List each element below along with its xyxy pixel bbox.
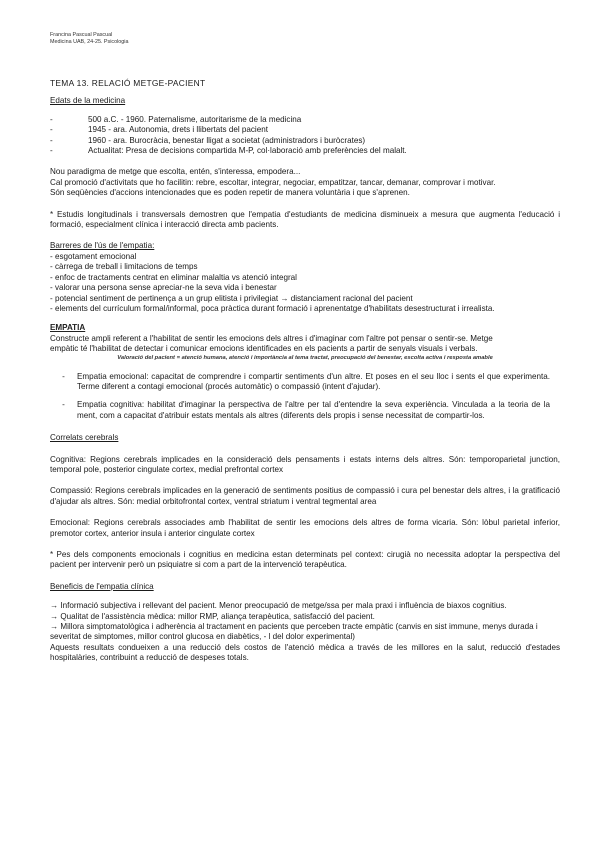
list-item xyxy=(50,115,560,125)
document-page xyxy=(50,32,560,664)
list-item: - valorar una persona sense apreciar-ne la seva vida i benestar xyxy=(50,283,277,293)
empatia-heading: EMPATIA xyxy=(50,323,86,333)
empatia-definition xyxy=(50,334,560,355)
list-item: - elements del currículum formal/informal, poca pràctica durant formació i aprenentatge d'habilitats desestructurat i irrealista. xyxy=(50,303,495,313)
course-info: Medicina UAB, 24-25. Psicologia xyxy=(50,39,129,45)
empatia-line: empàtic té l'habilitat de detectar i comunicar emocions identificades en els pacients a partir de senyals visuals i verbals. xyxy=(50,344,478,354)
list-item-text: 1945 - ara. Autonomia, drets i llibertats del pacient xyxy=(88,125,268,135)
list-dash: - xyxy=(50,135,53,145)
list-item: - potencial sentiment de pertinença a un grup elitista i privilegiat → distanciament racional del pacient xyxy=(50,293,413,303)
list-item: - enfoc de tractaments centrat en eliminar malaltia vs atenció integral xyxy=(50,272,297,282)
beneficis-conclusion: Aquests resultats condueixen a una reducció dels costos de l'atenció mèdica a través de les millores en la salut, reducció d'estades hospitalàries, contribuint a reducció de despeses totals. xyxy=(50,642,560,663)
paradigma-paragraph xyxy=(50,167,560,198)
beneficis-list xyxy=(50,601,560,663)
list-dash: - xyxy=(50,146,53,156)
list-item xyxy=(50,146,560,156)
page-header xyxy=(50,32,560,46)
list-item: → Informació subjectiva i rellevant del pacient. Menor preocupació de metge/ssa per mala praxi i influència de biaxos cognitius. xyxy=(50,601,507,611)
list-item: → Millora simptomatològica i adherència al tractament en pacients que perceben tracte empàtic (canvis en sist immune, menys durada i severitat de simptomes, millor control glucosa en diabètics, - l del dolor experimental) xyxy=(50,622,538,642)
list-item-text: Actualitat: Presa de decisions compartida M-P, col·laboració amb preferències del malalt. xyxy=(88,146,407,156)
edats-heading: Edats de la medicina xyxy=(50,96,126,106)
paradigma-line: Nou paradigma de metge que escolta, entén, s'interessa, empodera... xyxy=(50,167,301,177)
list-item xyxy=(50,400,560,421)
barreres-heading: Barreres de l'ús de l'empatia: xyxy=(50,241,155,251)
paradigma-line: Són seqüències d'accions intencionades que es poden repetir de manera voluntària i que s'aprenen. xyxy=(50,188,410,198)
beneficis-heading: Beneficis de l'empatia clínica xyxy=(50,581,154,591)
list-item: - esgotament emocional xyxy=(50,251,137,261)
correlat-compassio: Compassió: Regions cerebrals implicades en la generació de sentiments positius de compassió i cura pel benestar dels altres, i la gratificació d'ajudar als altres. Són: medial orbitofrontal cortex, ventral striatum i ventral tegmental area xyxy=(50,486,560,506)
empatia-cognitiva-text: Empatia cognitiva: habilitat d'imaginar la perspectiva de l'altre per tal d'entendre la seva experiència. Vinculada a la teoria de la ment, com a capacitat d'atribuir estats mentals als altres (diferents dels propis i sense necessitat de compartir-los. xyxy=(77,400,550,420)
list-item: - càrrega de treball i limitacions de temps xyxy=(50,262,198,272)
list-dash: - xyxy=(62,400,65,410)
correlat-cognitiva: Cognitiva: Regions cerebrals implicades en la consideració dels pensaments i estats interns dels altres. Són: temporoparietal junction, temporal pole, posterior cingulate cortex, medial prefrontal cortex xyxy=(50,454,560,474)
list-dash: - xyxy=(62,371,65,381)
list-dash: - xyxy=(50,125,53,135)
correlat-emocional: Emocional: Regions cerebrals associades amb l'habilitat de sentir les emocions dels altres de forma vicaria. Són: lòbul parietal inferior, premotor cortex, anterior insula i anterior cingulate cortex xyxy=(50,518,560,538)
list-item xyxy=(50,125,560,135)
document-title: TEMA 13. RELACIÓ METGE-PACIENT xyxy=(50,78,206,88)
pes-note: * Pes dels components emocionals i cognitius en medicina estan determinats pel context: cirugià no necessita adoptar la perspectiva del pacient per intervenir però un psiquiatre si com a part de la intervenció terapèutica. xyxy=(50,550,560,570)
list-dash: - xyxy=(50,114,53,124)
author-name: Francina Pascual Pascual xyxy=(50,32,113,38)
list-item-text: 1960 - ara. Burocràcia, benestar lligat a societat (administradors i buròcrates) xyxy=(88,135,366,145)
list-item xyxy=(50,136,560,146)
paradigma-line: Cal promoció d'activitats que ho facilitin: rebre, escoltar, integrar, negociar, empatitzar, tancar, demanar, comprovar i motivar. xyxy=(50,177,496,187)
valoracio-caption: Valoració del pacient = atenció humana, atenció i importància al tema tractat, preocupació del benestar, escolta activa i resposta amable xyxy=(117,354,493,361)
barreres-list xyxy=(50,252,560,314)
list-item xyxy=(50,372,560,393)
empatia-emocional-text: Empatia emocional: capacitat de comprendre i compartir sentiments d'un altre. Et poses en el seu lloc i sents el que experimenta. Terme diferent a contagi emocional (procés automàtic) o compassió (intent d'ajudar). xyxy=(77,371,550,391)
estudis-note: * Estudis longitudinals i transversals demostren que l'empatia d'estudiants de medicina disminueix a mesura que augmenta l'educació i formació, especialment clínica i interacció directa amb pacients. xyxy=(50,209,560,230)
correlats-heading: Correlats cerebrals xyxy=(50,433,119,443)
empatia-line: Constructe ampli referent a l'habilitat de sentir les emocions dels altres i d'imaginar com l'altre pot pensar o sentir-se. Metge xyxy=(50,333,493,343)
list-item: → Qualitat de l'assistència mèdica: millor RMP, aliança terapèutica, satisfacció del pacient. xyxy=(50,611,375,621)
list-item-text: 500 a.C. - 1960. Paternalisme, autoritarisme de la medicina xyxy=(88,114,302,124)
edats-list xyxy=(50,115,560,157)
